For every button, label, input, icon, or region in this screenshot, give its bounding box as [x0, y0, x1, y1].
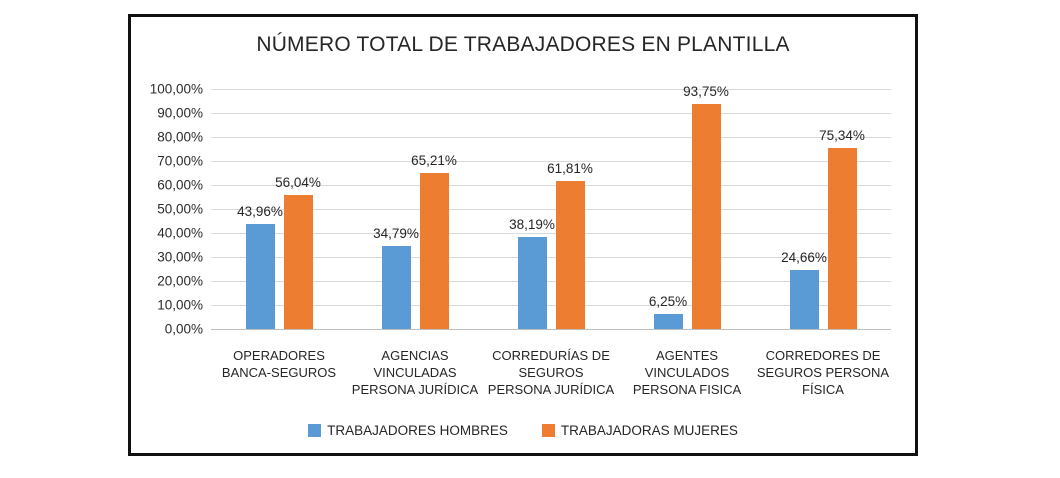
- data-label: 93,75%: [683, 84, 729, 99]
- data-label: 56,04%: [275, 174, 321, 190]
- bar-group: [211, 89, 347, 329]
- x-axis-category-line: PERSONA JURÍDICA: [487, 382, 615, 398]
- x-axis-category-line: PERSONA JURÍDICA: [351, 382, 479, 398]
- chart-frame: [128, 14, 918, 456]
- bar-hombres: [781, 249, 827, 329]
- x-axis-category-line: PERSONA FISICA: [632, 382, 742, 398]
- x-axis-category-label: [619, 347, 755, 398]
- legend-swatch: [308, 424, 321, 437]
- chart-title: NÚMERO TOTAL DE TRABAJADORES EN PLANTILLA: [256, 33, 790, 56]
- y-axis-tick-label: 70,00%: [157, 153, 203, 169]
- bar-mujeres: [819, 128, 865, 329]
- y-axis-tick-label: 100,00%: [149, 81, 203, 97]
- x-axis-category-line: AGENCIAS: [381, 348, 449, 363]
- x-axis-category-line: AGENTES: [655, 348, 719, 363]
- legend-label: TRABAJADORAS MUJERES: [560, 423, 738, 438]
- y-axis-tick-label: 90,00%: [157, 105, 203, 121]
- x-axis-category-line: FÍSICA: [802, 382, 844, 398]
- x-axis-category-line: SEGUROS: [518, 365, 584, 381]
- data-label: 6,25%: [648, 294, 688, 309]
- legend-swatch: [542, 424, 555, 437]
- bar-hombres: [509, 217, 555, 329]
- bar-mujeres: [275, 174, 321, 329]
- data-label: 43,96%: [237, 203, 283, 219]
- bar-mujeres: [411, 152, 457, 330]
- data-label: 34,79%: [373, 225, 419, 241]
- bar-mujeres: [547, 160, 593, 329]
- bar-group: [755, 89, 891, 329]
- y-axis-tick-label: 40,00%: [157, 225, 203, 241]
- bar-group: [619, 84, 755, 329]
- y-axis-tick-label: 0,00%: [164, 321, 203, 337]
- y-axis-tick-label: 30,00%: [157, 249, 203, 265]
- legend-label: TRABAJADORES HOMBRES: [327, 423, 508, 438]
- x-axis-line: [211, 329, 891, 330]
- x-axis-category-label: [483, 347, 619, 398]
- data-label: 65,21%: [411, 152, 457, 168]
- y-axis: [131, 81, 203, 337]
- x-axis-category-line: SEGUROS PERSONA: [756, 365, 890, 381]
- bar-group: [347, 89, 483, 329]
- x-axis-category-line: BANCA-SEGUROS: [221, 365, 337, 381]
- y-axis-tick-label: 80,00%: [157, 129, 203, 145]
- x-axis-category-label: [211, 347, 347, 398]
- y-axis-tick-label: 50,00%: [157, 201, 203, 217]
- x-axis-category-line: CORREDORES DE: [765, 348, 881, 363]
- data-label: 38,19%: [509, 217, 555, 233]
- y-axis-tick-label: 60,00%: [157, 177, 203, 193]
- y-axis-tick-label: 10,00%: [157, 297, 203, 313]
- x-axis-labels: [211, 347, 891, 398]
- data-label: 24,66%: [781, 249, 827, 265]
- x-axis-category-line: VINCULADAS: [373, 365, 457, 381]
- bar-group: [483, 89, 619, 329]
- bar-mujeres: [683, 84, 729, 329]
- legend-item: [542, 423, 738, 438]
- legend-item: [308, 423, 508, 438]
- bar-hombres: [237, 203, 283, 330]
- legend: [131, 423, 915, 438]
- data-label: 75,34%: [819, 128, 865, 144]
- x-axis-category-line: VINCULADOS: [644, 365, 730, 381]
- bar-hombres: [648, 294, 688, 329]
- data-label: 61,81%: [547, 160, 593, 176]
- x-axis-category-label: [347, 347, 483, 398]
- x-axis-category-line: OPERADORES: [233, 348, 325, 363]
- plot-area: [211, 84, 891, 329]
- y-axis-tick-label: 20,00%: [157, 273, 203, 289]
- x-axis-category-label: [755, 347, 891, 398]
- bar-hombres: [373, 225, 419, 329]
- x-axis-category-line: CORREDURÍAS DE: [492, 348, 610, 363]
